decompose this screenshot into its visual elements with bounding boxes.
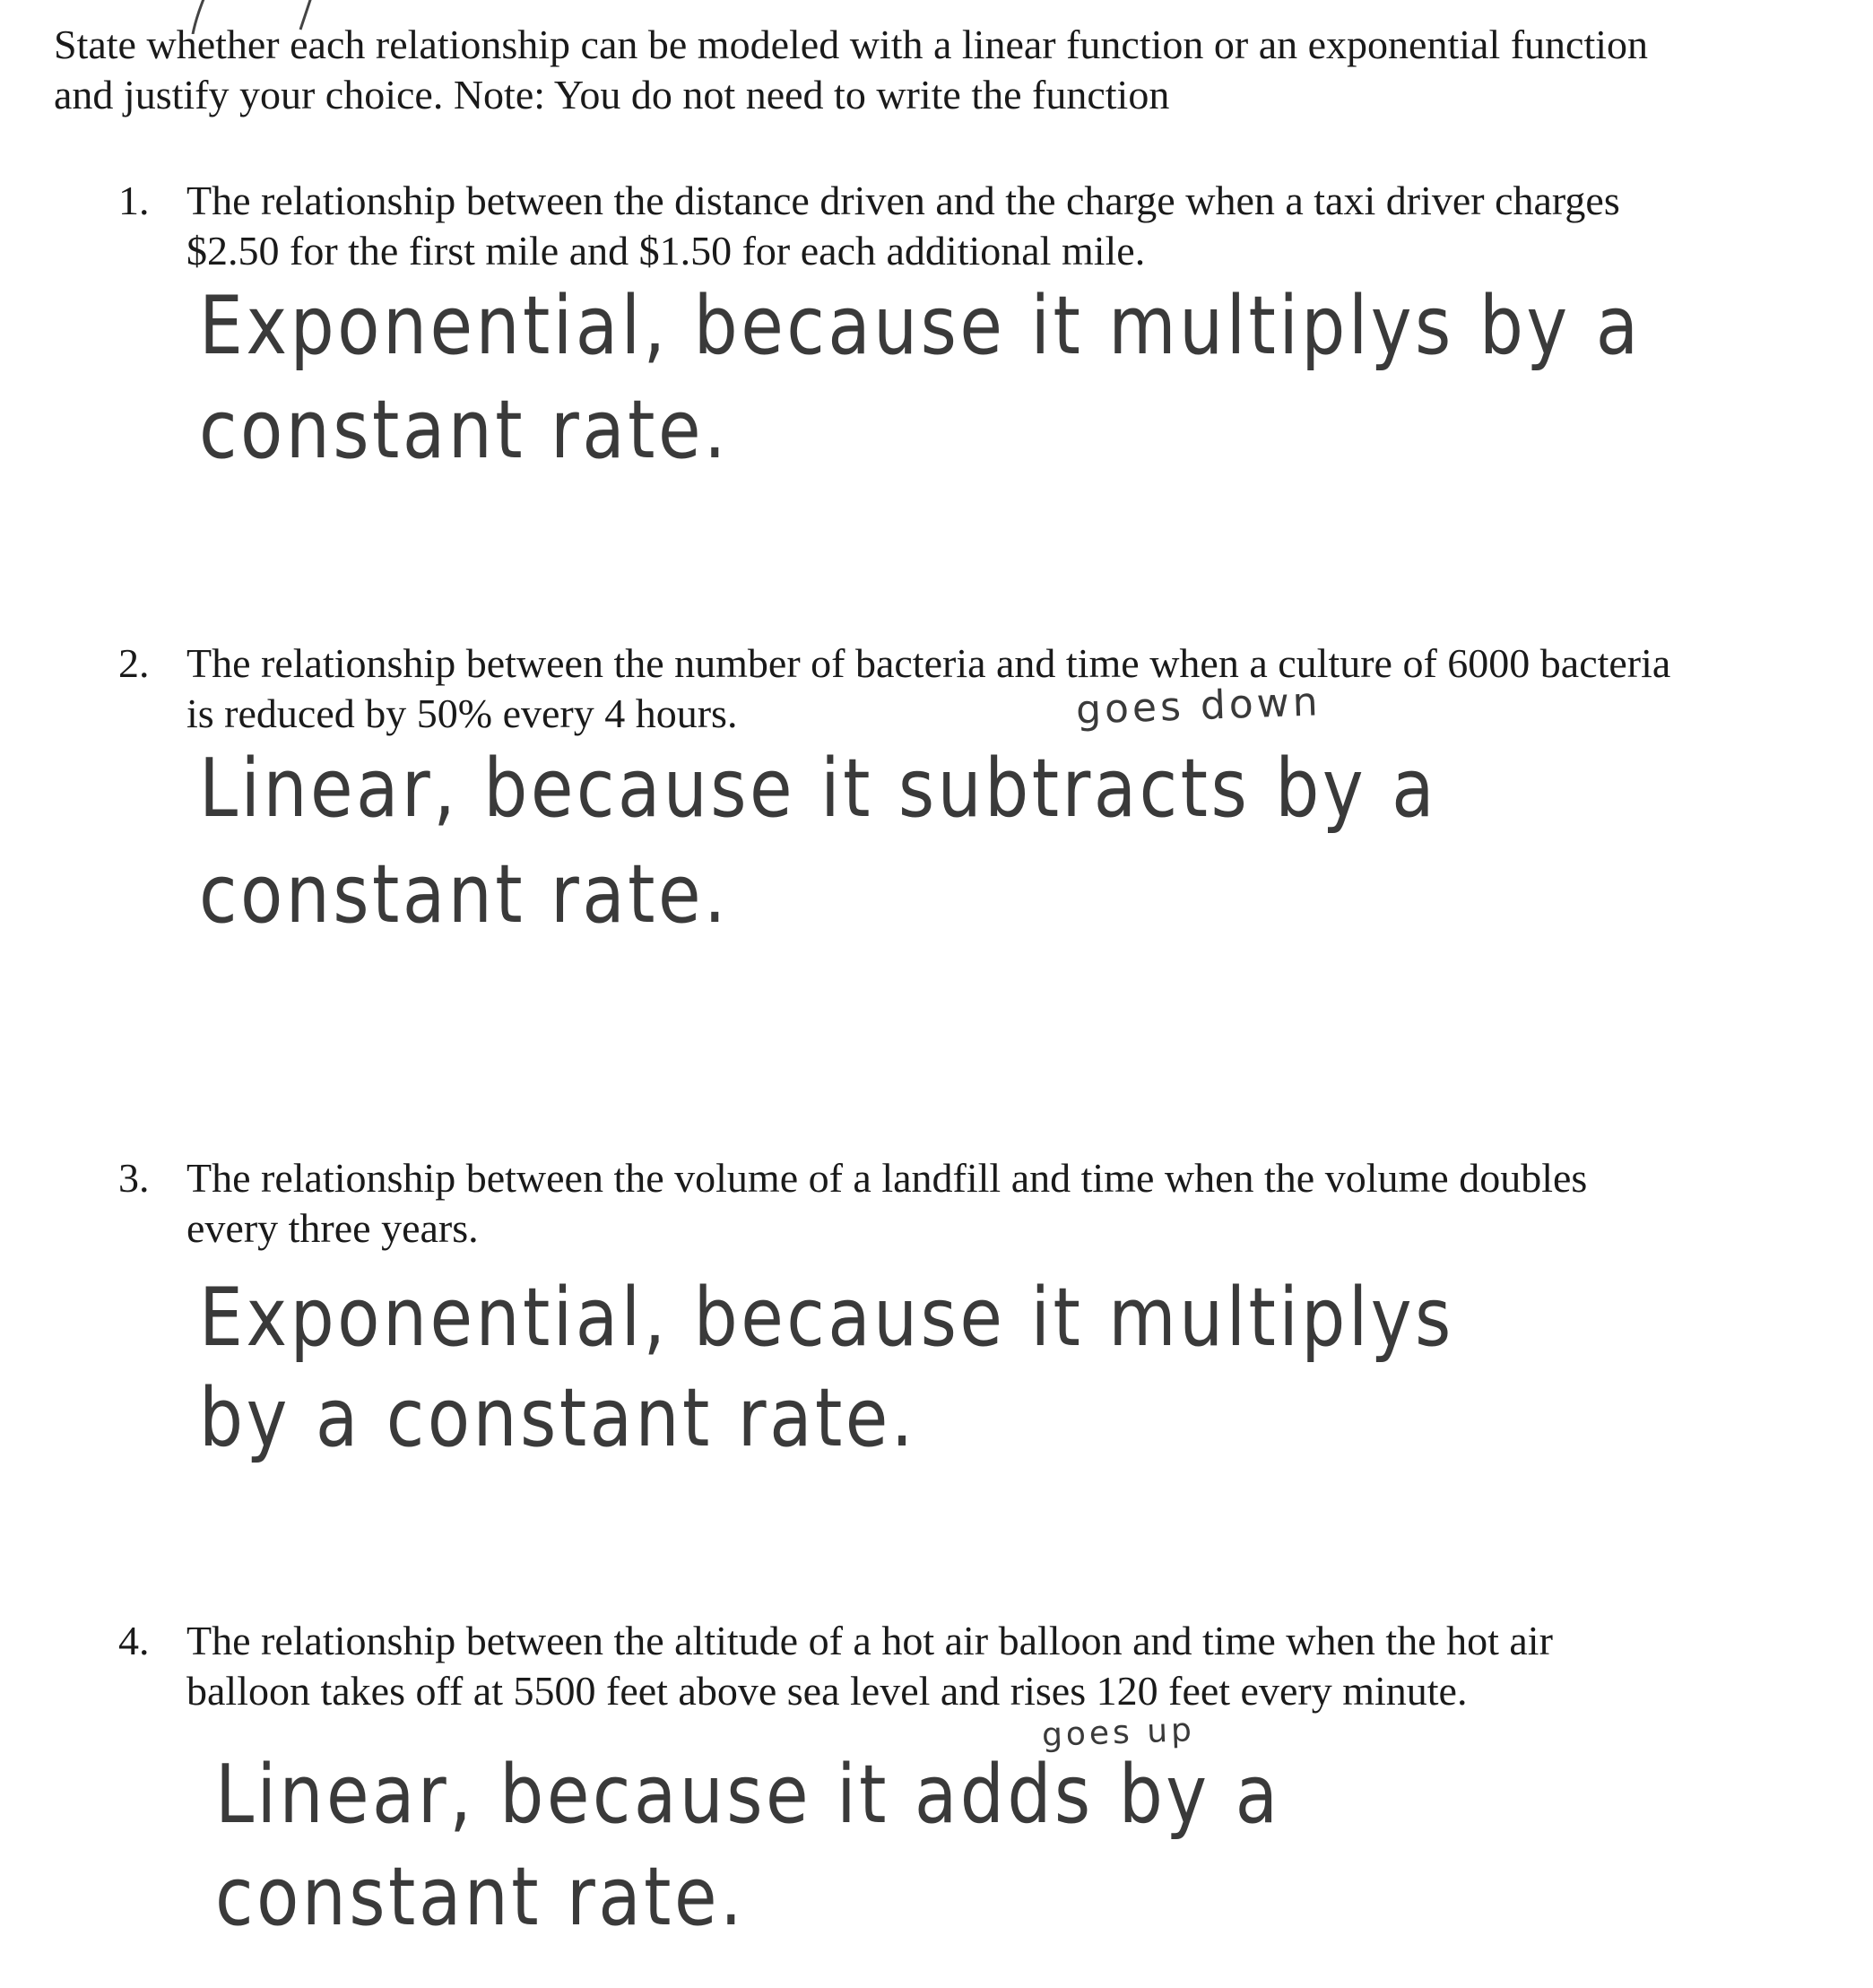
answer-4 <box>215 1749 1454 1944</box>
answer-line-1: Exponential, because it multiplys <box>199 1271 1454 1365</box>
question-text-line-1: The relationship between the distance driven and the charge when a taxi driver charges <box>186 178 1620 223</box>
question-text-line-2: is reduced by 50% every 4 hours. <box>186 690 738 736</box>
question-text <box>186 638 1822 739</box>
answer-2 <box>199 742 1639 942</box>
question-number: 2. <box>118 640 150 686</box>
instructions <box>54 20 1811 120</box>
question-text <box>186 1153 1822 1254</box>
question-2 <box>118 638 1822 739</box>
question-text <box>186 1616 1822 1716</box>
annotation-goes-down: goes down <box>1075 679 1322 734</box>
question-text-line-2: $2.50 for the first mile and $1.50 for each additional mile. <box>186 228 1146 273</box>
answer-line-2: constant rate. <box>215 1850 746 1944</box>
question-text-line-1: The relationship between the altitude of a hot air balloon and time when the hot air <box>186 1618 1553 1663</box>
question-4 <box>118 1616 1822 1716</box>
annotation-goes-up: goes up <box>1041 1712 1196 1754</box>
answer-1 <box>199 280 1873 477</box>
question-text <box>186 176 1822 276</box>
answer-line-2: by a constant rate. <box>199 1371 916 1465</box>
instructions-line-2: and justify your choice. Note: You do not need to write the function <box>54 72 1170 117</box>
answer-3 <box>199 1272 1659 1465</box>
answer-line-1: Linear, because it subtracts by a <box>199 742 1437 836</box>
answer-line-2: constant rate. <box>199 383 730 477</box>
question-text-line-1: The relationship between the number of bacteria and time when a culture of 6000 bacteria <box>186 640 1671 686</box>
question-text-line-2: every three years. <box>186 1205 479 1251</box>
question-3 <box>118 1153 1822 1254</box>
instructions-line-1: State whether each relationship can be modeled with a linear function or an exponential function <box>54 22 1649 67</box>
question-1 <box>118 176 1822 276</box>
answer-line-1: Linear, because it adds by a <box>215 1748 1281 1842</box>
question-text-line-2: balloon takes off at 5500 feet above sea level and rises 120 feet every minute. <box>186 1668 1468 1714</box>
question-number: 1. <box>118 178 150 223</box>
answer-line-2: constant rate. <box>199 847 730 942</box>
answer-line-1: Exponential, because it multiplys by a <box>199 279 1642 373</box>
question-number: 3. <box>118 1155 150 1201</box>
question-text-line-1: The relationship between the volume of a landfill and time when the volume doubles <box>186 1155 1588 1201</box>
question-number: 4. <box>118 1618 150 1663</box>
